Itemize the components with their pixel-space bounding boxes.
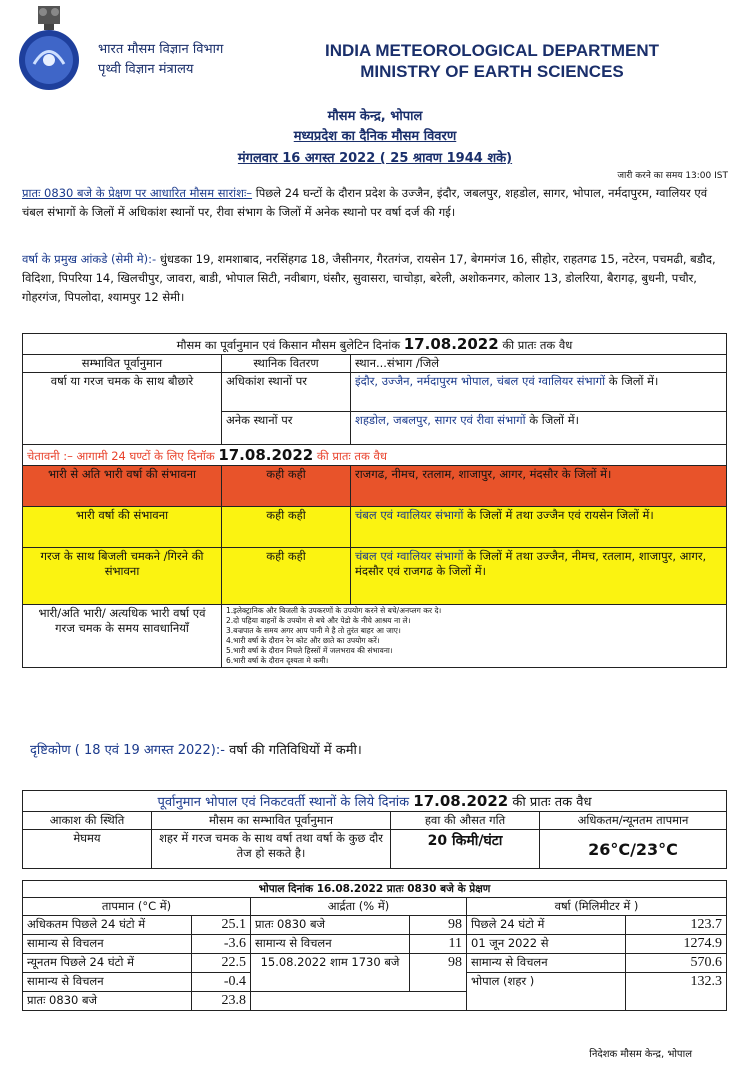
dept-english-line2: MINISTRY OF EARTH SCIENCES (360, 62, 624, 81)
warning-row-very-heavy (23, 466, 727, 507)
bhopal-title-post: की प्रातः तक वैध (512, 795, 592, 810)
obs-hum-label: प्रातः 0830 बजे (251, 916, 410, 935)
bhopal-col-wind: हवा की औसत गति (391, 812, 540, 830)
temp-head: तापमान (°C में) (23, 898, 251, 916)
obs-temp-value: 22.5 (192, 954, 251, 973)
warning-row-thunder (23, 548, 727, 605)
warning-place-extra: के जिलों में तथा उज्जैन एवं रायसेन जिलों में। (467, 508, 654, 522)
warning-place-text: चंबल एवं ग्वालियर संभागों (355, 508, 464, 522)
bhopal-sky: मेघमय (23, 830, 152, 869)
obs-temp-value: -3.6 (192, 935, 251, 954)
forecast-place-1 (351, 373, 727, 412)
warning-place (351, 466, 727, 507)
obs-temp-label: अधिकतम पिछले 24 घंटो में (23, 916, 192, 935)
warning-title-pre: चेतावनी :– आगामी 24 घण्टों के लिए दिनॉक (27, 449, 215, 463)
precaution-label: भारी/अति भारी/ अत्यधिक भारी वर्षा एवं गरज चमक के समय सावधानियाँ (23, 605, 222, 668)
warning-type: भारी से अति भारी वर्षा की संभावना (23, 466, 222, 507)
rainfall-data (22, 250, 732, 307)
obs-rain-value: 123.7 (626, 916, 727, 935)
warning-dist: कही कही (222, 507, 351, 548)
department-english (282, 40, 702, 82)
bhopal-forecast-date: 17.08.2022 (413, 792, 509, 810)
forecast-place-2 (351, 412, 727, 445)
bhopal-col-sky: आकाश की स्थिति (23, 812, 152, 830)
bhopal-weather: शहर में गरज चमक के साथ वर्षा तथा वर्षा के कुछ दौर तेज हो सकते है। (152, 830, 391, 869)
forecast-dist-1: अधिकांश स्थानों पर (222, 373, 351, 412)
warning-date: 17.08.2022 (218, 446, 314, 464)
issue-time: जारी करने का समय 13:00 IST (617, 171, 728, 181)
obs-hum-value: 98 (410, 954, 467, 992)
precaution-item: 3.बज्रपात के समय अगर आप पानी मे है तो तुरंत बाहर आ जाए। (226, 626, 401, 635)
report-title: मध्यप्रदेश का दैनिक मौसम विवरण (293, 129, 457, 144)
outlook (30, 740, 362, 758)
bhopal-forecast-title (23, 791, 727, 812)
warning-place-text: चंबल एवं ग्वालियर संभागों (355, 549, 464, 563)
signature: निदेशक मौसम केन्द्र, भोपाल (589, 1049, 692, 1060)
obs-temp-value: -0.4 (192, 973, 251, 992)
warning-row-heavy (23, 507, 727, 548)
rainfall-text: धुंधडका 19, शमशाबाद, नरसिंहगढ 18, जैसीनगर, गैरतगंज, रायसेन 17, बेगमगंज 16, सीहोर, राहतगढ 15, नटेरन, पचमढी, बडौद, विदिशा, पिपरिया 14, खिलचीपुर, जावरा, बाडी, भोपाल सिटी, नवीबाग, घंसौर, सुवासरा, चाचोड़ा, बरेली, अशोकनगर, कोलार 13, डोलरिया, बैरागढ़, बुधनी, पचौर, गोहरगंज, पिपलोदा, श्यामपुर 12 सेमी। (22, 252, 716, 304)
summary-text: पिछले 24 घन्टों के दौरान प्रदेश के उज्जैन, इंदौर, जबलपुर, शहडोल, सागर, भोपाल, नर्मदापुरम, ग्वालियर एवं चंबल संभागों के जिलों में अधिकांश स्थानों पर, रीवा संभाग के जिलों में अनेक स्थानो पर वर्षा दर्ज की गई। (22, 186, 708, 219)
dept-hindi-line2: पृथ्वी विज्ञान मंत्रालय (98, 62, 194, 77)
imd-emblem-logo (16, 4, 82, 100)
precaution-item: 6.भारी वर्षा के दौरान दृश्यता मे कमी। (226, 656, 329, 665)
warning-place (351, 507, 727, 548)
warning-dist: कही कही (222, 548, 351, 605)
bhopal-temp: 26°C/23°C (540, 830, 727, 869)
forecast-col-weather: सम्भावित पूर्वानुमान (23, 355, 222, 373)
bhopal-forecast-table (22, 790, 727, 869)
obs-temp-value: 25.1 (192, 916, 251, 935)
forecast-col-places: स्थान...संभाग /जिले (351, 355, 727, 373)
rain-head: वर्षा (मिलिमीटर में ) (467, 898, 727, 916)
obs-temp-label: न्यूनतम पिछले 24 घंटो में (23, 954, 192, 973)
forecast-place-2-suffix: के जिलों में। (529, 413, 579, 427)
forecast-title-post: की प्रातः तक वैध (502, 338, 573, 352)
obs-rain-label: 01 जून 2022 से (467, 935, 626, 954)
precaution-item: 1.इलेक्ट्रानिक और बिजली के उपकरणों के उपयोग करने से बचे/अनप्लग कर दे। (226, 606, 442, 615)
forecast-table-title (23, 334, 727, 355)
obs-temp-value: 23.8 (192, 992, 251, 1011)
warning-dist: कही कही (222, 466, 351, 507)
obs-rain-value: 132.3 (626, 973, 727, 1011)
obs-hum-label: सामान्य से विचलन (251, 935, 410, 954)
obs-rain-value: 570.6 (626, 954, 727, 973)
obs-hum-value: 11 (410, 935, 467, 954)
bhopal-title-pre: पूर्वानुमान भोपाल एवं निकटवर्ती स्थानों के लिये दिनांक (157, 795, 410, 810)
observation-title: भोपाल दिनांक 16.08.2022 प्रातः 0830 बजे के प्रेक्षण (23, 881, 727, 898)
observation-table (22, 880, 727, 1011)
obs-temp-label: सामान्य से विचलन (23, 973, 192, 992)
forecast-title-pre: मौसम का पूर्वानुमान एवं किसान मौसम बुलेटिन दिनांक (176, 338, 401, 352)
bhopal-wind: 20 किमी/घंटा (391, 830, 540, 869)
rainfall-label: वर्षा के प्रमुख आंकडे (सेमी मे):- (22, 252, 157, 266)
dept-hindi-line1: भारत मौसम विज्ञान विभाग (98, 42, 224, 57)
obs-hum-value: 98 (410, 916, 467, 935)
obs-temp-label: प्रातः 0830 बजे (23, 992, 192, 1011)
obs-empty-cell (251, 992, 467, 1011)
forecast-date: 17.08.2022 (403, 335, 499, 353)
dept-english-line1: INDIA METEOROLOGICAL DEPARTMENT (324, 41, 659, 60)
warning-place-extra: के जिलों में तथा उज्जैन, नीमच, रतलाम, शाजापुर, आगर, मंदसौर एवं राजगढ के जिलों में। (355, 549, 707, 578)
precaution-list (222, 605, 727, 668)
bhopal-col-weather: मौसम का सम्भावित पूर्वानुमान (152, 812, 391, 830)
forecast-col-distribution: स्थानिक वितरण (222, 355, 351, 373)
precaution-item: 4.भारी वर्षा के दौरान रेन कोट और छाते का उपयोग करें। (226, 636, 380, 645)
forecast-warning-table (22, 333, 727, 668)
warning-type: भारी वर्षा की संभावना (23, 507, 222, 548)
outlook-label: दृष्टिकोण ( 18 एवं 19 अगस्त 2022):- (30, 743, 225, 758)
center-title: मौसम केन्द्र, भोपाल (327, 109, 423, 124)
forecast-place-2-name: शहडोल, जबलपुर, सागर एवं रीवा संभागों (355, 413, 526, 427)
warning-place-text: राजगढ, नीमच, रतलाम, शाजापुर, आगर, मंदसौर के जिलों में। (355, 467, 612, 481)
obs-hum-label: 15.08.2022 शाम 1730 बजे (251, 954, 410, 992)
humidity-head: आर्द्रता (% में) (251, 898, 467, 916)
report-date: मंगलवार 16 अगस्त 2022 ( 25 श्रावण 1944 शके) (237, 151, 513, 166)
obs-row (23, 935, 727, 954)
department-hindi (98, 40, 223, 80)
warning-title-post: की प्रातः तक वैध (316, 449, 387, 463)
forecast-dist-2: अनेक स्थानों पर (222, 412, 351, 445)
warning-type: गरज के साथ बिजली चमकने /गिरने की संभावना (23, 548, 222, 605)
outlook-text: वर्षा की गतिविधियों में कमी। (229, 743, 362, 758)
obs-row (23, 916, 727, 935)
forecast-place-1-name: इंदौर, उज्जैन, नर्मदापुरम भोपाल, चंबल एवं ग्वालियर संभागों (355, 374, 606, 388)
obs-rain-label: पिछले 24 घंटो में (467, 916, 626, 935)
precaution-item: 5.भारी वर्षा के दौरान निचले हिस्सों में जलभराव की संभावना। (226, 646, 393, 655)
bhopal-col-temp: अधिकतम/न्यूनतम तापमान (540, 812, 727, 830)
obs-temp-label: सामान्य से विचलन (23, 935, 192, 954)
summary-label: प्रातः 0830 बजे के प्रेक्षण पर आधारित मौसम सारांशः– (22, 186, 253, 200)
obs-rain-label: भोपाल (शहर ) (467, 973, 626, 1011)
forecast-place-1-suffix: के जिलों में। (608, 374, 659, 388)
precaution-item: 2.दो पहिया वाहनों के उपयोग से बचे और पेडो के नीचे आश्रय ना ले। (226, 616, 411, 625)
obs-rain-label: सामान्य से विचलन (467, 954, 626, 973)
warning-place (351, 548, 727, 605)
obs-row (23, 954, 727, 973)
weather-summary (22, 184, 732, 222)
forecast-weather-cell: वर्षा या गरज चमक के साथ बौछारे (23, 373, 222, 445)
warning-title (23, 445, 727, 466)
obs-rain-value: 1274.9 (626, 935, 727, 954)
